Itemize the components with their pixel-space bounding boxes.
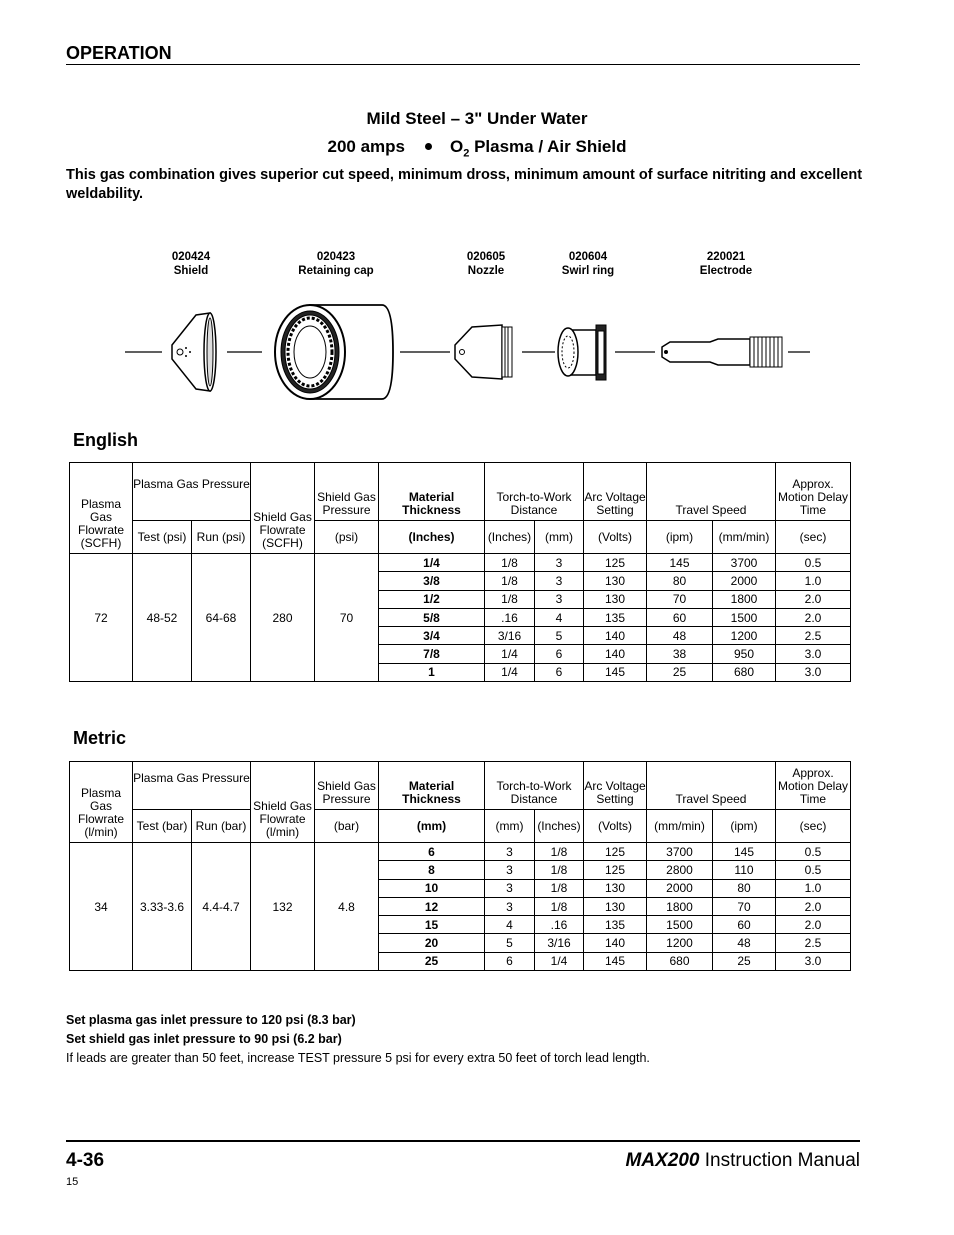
english-cut-chart <box>69 462 851 682</box>
hdr-delay-time: Approx. Motion Delay Time <box>776 463 851 521</box>
table-cell: 3 <box>485 897 535 915</box>
cell-test: 48-52 <box>133 554 192 682</box>
table-cell: 135 <box>584 608 647 626</box>
table-cell: 7/8 <box>379 645 485 663</box>
top-rule <box>66 64 860 65</box>
table-cell: 145 <box>713 843 776 861</box>
table-cell: 10 <box>379 879 485 897</box>
cell-plasma-flow: 34 <box>70 843 133 971</box>
table-cell: 3/16 <box>485 627 535 645</box>
table-cell: 145 <box>584 952 647 970</box>
table-cell: 1200 <box>647 934 713 952</box>
manual-title: MAX200 Instruction Manual <box>625 1150 860 1171</box>
table-cell: 25 <box>647 663 713 681</box>
hdr-test: Test (psi) <box>133 521 192 554</box>
table-cell: 3700 <box>713 554 776 572</box>
table-cell: 140 <box>584 627 647 645</box>
gas-label: $O_2$ Plasma / Air Shield <box>449 137 627 160</box>
table-cell: 3700 <box>647 843 713 861</box>
table-row <box>70 843 851 861</box>
note-plasma-pressure: Set plasma gas inlet pressure to 120 psi (8.3 bar) <box>66 1013 356 1027</box>
table-cell: 130 <box>584 572 647 590</box>
cell-shield-flow: 132 <box>251 843 315 971</box>
table-cell: 25 <box>379 952 485 970</box>
hdr-arc-unit: (Volts) <box>584 810 647 843</box>
table-cell: 680 <box>647 952 713 970</box>
table-cell: 1 <box>379 663 485 681</box>
table-cell: 8 <box>379 861 485 879</box>
table-cell: 4 <box>485 916 535 934</box>
table-cell: 110 <box>713 861 776 879</box>
cell-run: 64-68 <box>192 554 251 682</box>
hdr-distance: Torch-to-Work Distance <box>485 463 584 521</box>
table-cell: 680 <box>713 663 776 681</box>
hdr-arc-voltage: Arc Voltage Setting <box>584 463 647 521</box>
bottom-rule <box>66 1140 860 1142</box>
table-cell: 1/8 <box>485 554 535 572</box>
table-cell: 0.5 <box>776 843 851 861</box>
cell-shield-pressure: 70 <box>315 554 379 682</box>
hdr-plasma-flowrate: Plasma Gas Flowrate (SCFH) <box>70 463 133 554</box>
table-cell: 5 <box>485 934 535 952</box>
section-title: OPERATION <box>66 43 172 63</box>
intro-text: This gas combination gives superior cut speed, minimum dross, minimum amount of surface nitriting and excellent weldability. <box>66 167 863 202</box>
table-cell: 1/4 <box>379 554 485 572</box>
table-cell: 3 <box>485 879 535 897</box>
amps-label: 200 amps <box>327 137 405 156</box>
hdr-shield-flowrate: Shield Gas Flowrate (SCFH) <box>251 463 315 554</box>
table-cell: 4 <box>535 608 584 626</box>
table-cell: 3 <box>535 572 584 590</box>
table-cell: 6 <box>485 952 535 970</box>
table-cell: 48 <box>647 627 713 645</box>
table-cell: 6 <box>379 843 485 861</box>
hdr-shield-pressure: Shield Gas Pressure <box>315 463 379 521</box>
table-cell: 6 <box>535 663 584 681</box>
table-cell: 125 <box>584 554 647 572</box>
note-lead-length: If leads are greater than 50 feet, increase TEST pressure 5 psi for every extra 50 feet of torch lead length. <box>66 1051 650 1065</box>
table-cell: 1/8 <box>485 572 535 590</box>
table-cell: 950 <box>713 645 776 663</box>
hdr-material-thickness: Material Thickness <box>379 762 485 810</box>
table-cell: 3 <box>485 861 535 879</box>
cell-run: 4.4-4.7 <box>192 843 251 971</box>
hdr-run: Run (psi) <box>192 521 251 554</box>
hdr-speed-unit-1: (mm/min) <box>647 810 713 843</box>
chart-title: Mild Steel – 3" Under Water <box>366 109 588 128</box>
cell-test: 3.33-3.6 <box>133 843 192 971</box>
table-cell: 3 <box>535 554 584 572</box>
table-cell: 2.5 <box>776 627 851 645</box>
table-cell: 140 <box>584 645 647 663</box>
table-cell: 135 <box>584 916 647 934</box>
hdr-speed-unit-2: (mm/min) <box>713 521 776 554</box>
table-cell: 1/2 <box>379 590 485 608</box>
hdr-speed-unit-1: (ipm) <box>647 521 713 554</box>
table-cell: 20 <box>379 934 485 952</box>
table-cell: 0.5 <box>776 861 851 879</box>
table-cell: 12 <box>379 897 485 915</box>
table-cell: .16 <box>535 916 584 934</box>
hdr-distance-unit-2: (Inches) <box>535 810 584 843</box>
table-cell: 80 <box>647 572 713 590</box>
hdr-travel-speed: Travel Speed <box>647 463 776 521</box>
table-cell: 0.5 <box>776 554 851 572</box>
table-cell: 6 <box>535 645 584 663</box>
hdr-plasma-pressure: Plasma Gas Pressure <box>133 463 251 521</box>
table-cell: 130 <box>584 879 647 897</box>
table-cell: 3 <box>485 843 535 861</box>
page-number: 4-36 <box>66 1150 105 1171</box>
table-cell: 2800 <box>647 861 713 879</box>
table-cell: 1/8 <box>535 861 584 879</box>
table-cell: 1800 <box>647 897 713 915</box>
electrode-part-icon <box>662 337 782 367</box>
cell-shield-flow: 280 <box>251 554 315 682</box>
hdr-delay-unit: (sec) <box>776 810 851 843</box>
table-cell: 2.5 <box>776 934 851 952</box>
hdr-shield-flowrate: Shield Gas Flowrate (l/min) <box>251 762 315 843</box>
table-cell: 145 <box>584 663 647 681</box>
hdr-shield-pressure: Shield Gas Pressure <box>315 762 379 810</box>
chart-subtitle <box>0 137 954 159</box>
table-cell: 1/8 <box>535 843 584 861</box>
table-cell: 80 <box>713 879 776 897</box>
table-cell: 1500 <box>713 608 776 626</box>
table-cell: 2.0 <box>776 897 851 915</box>
table-cell: 70 <box>647 590 713 608</box>
table-cell: 1/4 <box>485 645 535 663</box>
table-cell: 2.0 <box>776 916 851 934</box>
table-cell: 3/8 <box>379 572 485 590</box>
table-cell: .16 <box>485 608 535 626</box>
hdr-speed-unit-2: (ipm) <box>713 810 776 843</box>
table-cell: 140 <box>584 934 647 952</box>
table-cell: 70 <box>713 897 776 915</box>
table-cell: 1/4 <box>535 952 584 970</box>
table-cell: 125 <box>584 861 647 879</box>
table-cell: 25 <box>713 952 776 970</box>
table-cell: 3/4 <box>379 627 485 645</box>
table-cell: 145 <box>647 554 713 572</box>
hdr-distance-unit-1: (Inches) <box>485 521 535 554</box>
consumables-illustration <box>110 295 820 405</box>
hdr-delay-unit: (sec) <box>776 521 851 554</box>
hdr-arc-unit: (Volts) <box>584 521 647 554</box>
hdr-delay-time: Approx. Motion Delay Time <box>776 762 851 810</box>
table-cell: 5/8 <box>379 608 485 626</box>
table-row <box>70 554 851 572</box>
footnote-number: 15 <box>66 1176 79 1188</box>
hdr-material-thickness: Material Thickness <box>379 463 485 521</box>
cell-shield-pressure: 4.8 <box>315 843 379 971</box>
table-cell: 2.0 <box>776 608 851 626</box>
swirl-ring-part-icon <box>558 325 606 380</box>
hdr-shield-pressure-unit: (psi) <box>315 521 379 554</box>
part-label-retaining-cap: 020423 Retaining cap <box>298 251 374 277</box>
metric-heading: Metric <box>73 728 127 748</box>
table-cell: 3.0 <box>776 645 851 663</box>
metric-cut-chart <box>69 761 851 971</box>
table-cell: 130 <box>584 897 647 915</box>
english-heading: English <box>73 430 139 450</box>
table-cell: 1800 <box>713 590 776 608</box>
hdr-material-unit: (Inches) <box>379 521 485 554</box>
table-cell: 1/4 <box>485 663 535 681</box>
table-cell: 38 <box>647 645 713 663</box>
table-cell: 60 <box>713 916 776 934</box>
part-label-shield: 020424 Shield <box>171 251 211 277</box>
table-cell: 15 <box>379 916 485 934</box>
note-shield-pressure: Set shield gas inlet pressure to 90 psi (6.2 bar) <box>66 1032 342 1046</box>
table-cell: 60 <box>647 608 713 626</box>
table-cell: 2.0 <box>776 590 851 608</box>
hdr-arc-voltage: Arc Voltage Setting <box>584 762 647 810</box>
table-cell: 1/8 <box>535 897 584 915</box>
bullet-icon <box>425 143 432 150</box>
hdr-plasma-flowrate: Plasma Gas Flowrate (l/min) <box>70 762 133 843</box>
table-cell: 1200 <box>713 627 776 645</box>
table-cell: 3 <box>535 590 584 608</box>
table-cell: 3.0 <box>776 952 851 970</box>
hdr-material-unit: (mm) <box>379 810 485 843</box>
part-label-electrode: 220021 Electrode <box>699 251 753 277</box>
table-cell: 125 <box>584 843 647 861</box>
hdr-test: Test (bar) <box>133 810 192 843</box>
table-cell: 1/8 <box>485 590 535 608</box>
table-cell: 2000 <box>713 572 776 590</box>
table-cell: 5 <box>535 627 584 645</box>
table-cell: 130 <box>584 590 647 608</box>
hdr-distance-unit-1: (mm) <box>485 810 535 843</box>
table-cell: 3.0 <box>776 663 851 681</box>
retaining-cap-part-icon <box>275 305 393 399</box>
table-cell: 3/16 <box>535 934 584 952</box>
hdr-distance: Torch-to-Work Distance <box>485 762 584 810</box>
hdr-run: Run (bar) <box>192 810 251 843</box>
table-cell: 1500 <box>647 916 713 934</box>
shield-part-icon <box>172 313 216 391</box>
table-cell: 48 <box>713 934 776 952</box>
table-cell: 1.0 <box>776 572 851 590</box>
hdr-travel-speed: Travel Speed <box>647 762 776 810</box>
nozzle-part-icon <box>455 325 512 379</box>
table-cell: 2000 <box>647 879 713 897</box>
table-cell: 1/8 <box>535 879 584 897</box>
part-label-swirl-ring: 020604 Swirl ring <box>561 251 615 277</box>
hdr-plasma-pressure: Plasma Gas Pressure <box>133 762 251 810</box>
part-label-nozzle: 020605 Nozzle <box>466 251 506 277</box>
hdr-shield-pressure-unit: (bar) <box>315 810 379 843</box>
hdr-distance-unit-2: (mm) <box>535 521 584 554</box>
table-cell: 1.0 <box>776 879 851 897</box>
cell-plasma-flow: 72 <box>70 554 133 682</box>
